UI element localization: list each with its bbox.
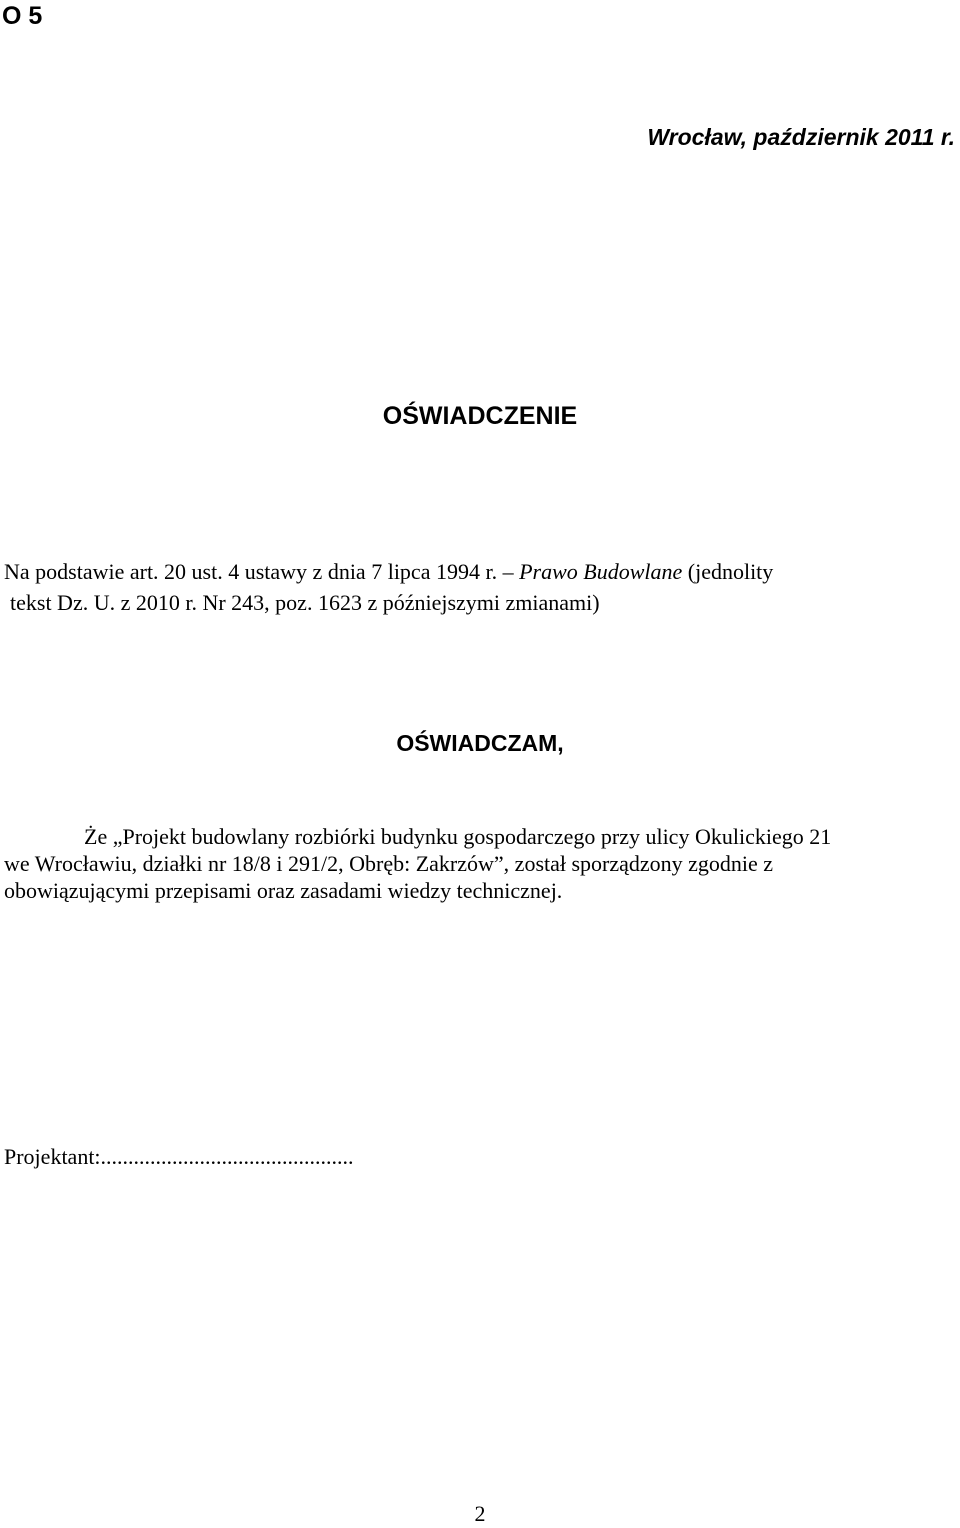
place-and-date: Wrocław, październik 2011 r. xyxy=(647,124,955,150)
page-number: 2 xyxy=(474,1501,486,1526)
legal-basis-paragraph xyxy=(4,556,773,618)
statement-line-3: obowiązującymi przepisami oraz zasadami wiedzy technicznej. xyxy=(4,878,563,903)
legal-basis-line-2: tekst Dz. U. z 2010 r. Nr 243, poz. 1623 z późniejszymi zmianami) xyxy=(10,590,600,615)
act-name: Prawo Budowlane xyxy=(519,559,683,584)
legal-basis-prefix: Na podstawie art. 20 ust. 4 ustawy z dnia 7 lipca 1994 r. – xyxy=(4,559,520,584)
statement-line-2: we Wrocławiu, działki nr 18/8 i 291/2, Obręb: Zakrzów”, został sporządzony zgodnie z xyxy=(4,851,774,876)
declare-heading: OŚWIADCZAM, xyxy=(396,730,564,756)
legal-basis-line-1 xyxy=(4,556,773,587)
document-title: OŚWIADCZENIE xyxy=(382,402,578,430)
statement-paragraph xyxy=(4,823,831,904)
document-code: O 5 xyxy=(2,2,43,30)
statement-line-1: Że „Projekt budowlany rozbiórki budynku gospodarczego przy ulicy Okulickiego 21 xyxy=(84,824,832,849)
designer-signature-line: Projektant:.............................................. xyxy=(4,1144,354,1169)
legal-basis-suffix: (jednolity xyxy=(682,559,774,584)
